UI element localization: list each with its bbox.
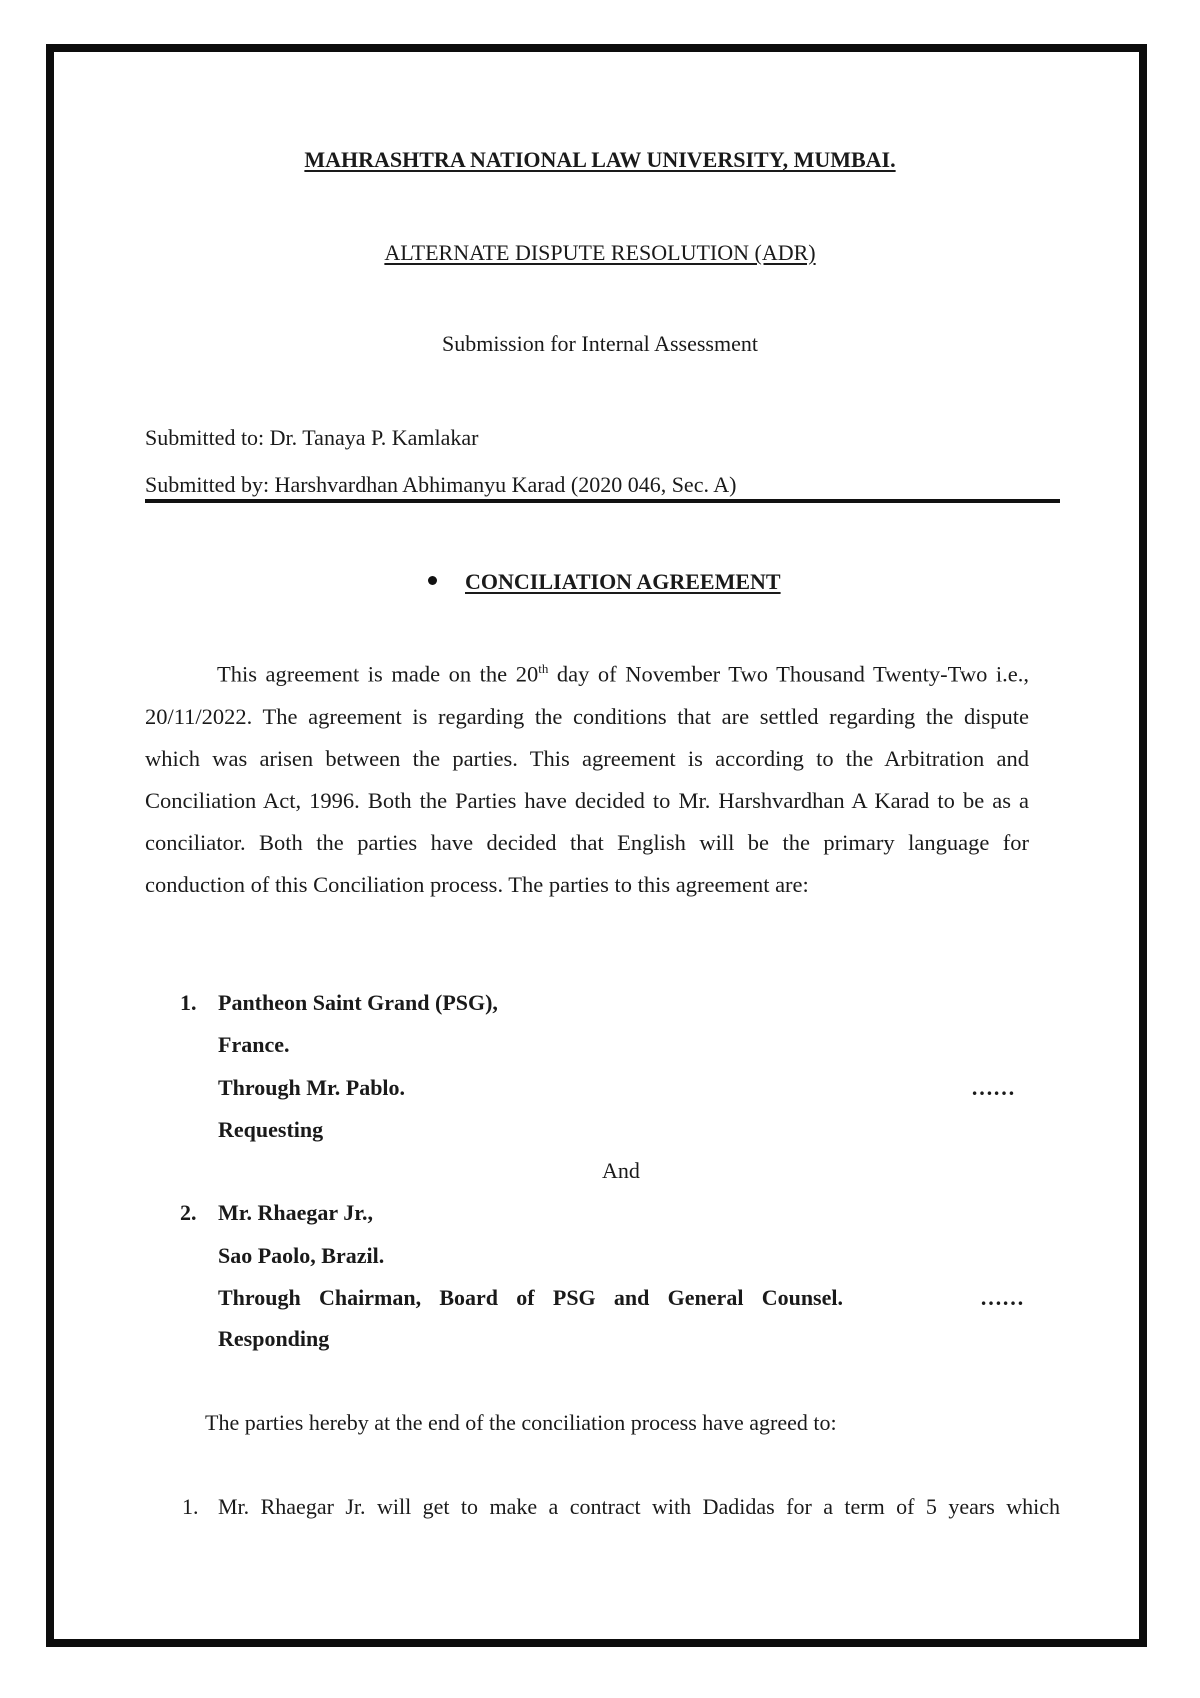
bullet-icon (428, 576, 437, 585)
submitted-by: Submitted by: Harshvardhan Abhimanyu Karad (2020 046, Sec. A) (145, 472, 737, 497)
party-dots: …… (980, 1285, 1024, 1310)
party-number: 1. (180, 990, 197, 1015)
course-title: ALTERNATE DISPUTE RESOLUTION (ADR) (384, 240, 816, 265)
intro-paragraph: This agreement is made on the 20th day of November Two Thousand Twenty-Two i.e., 20/11/2022. The agreement is regarding the conditions that are settled regarding the dispute which was arisen between the parties. This agreement is according to the Arbitration and Conciliation Act, 1996. Both the Parties have decided to Mr. Harshvardhan A Karad to be as a conciliator. Both the parties have decided that English will be the primary language for conduction of this Conciliation process. The parties to this agreement are: (145, 661, 1029, 897)
party-through: Through Chairman, Board of PSG and General Counsel. (218, 1285, 843, 1310)
header-divider (145, 499, 1060, 503)
university-title: MAHRASHTRA NATIONAL LAW UNIVERSITY, MUMBAI. (304, 147, 896, 172)
agreed-item-number: 1. (182, 1494, 199, 1519)
party-number: 2. (180, 1200, 197, 1225)
agreement-lead: The parties hereby at the end of the conciliation process have agreed to: (205, 1410, 837, 1435)
agreed-item-text: Mr. Rhaegar Jr. will get to make a contract with Dadidas for a term of 5 years which (218, 1494, 1060, 1519)
party-dots: …… (971, 1075, 1015, 1100)
date-ordinal: th (538, 661, 549, 676)
party-through: Through Mr. Pablo. (218, 1075, 406, 1100)
party-name: Pantheon Saint Grand (PSG), (218, 990, 498, 1015)
party-location: Sao Paolo, Brazil. (218, 1243, 385, 1268)
parties-connector: And (602, 1158, 640, 1183)
party-location: France. (218, 1032, 290, 1057)
section-title: CONCILIATION AGREEMENT (465, 569, 781, 594)
submitted-to: Submitted to: Dr. Tanaya P. Kamlakar (145, 425, 479, 450)
submission-purpose: Submission for Internal Assessment (442, 331, 758, 356)
party-role: Requesting (218, 1117, 324, 1142)
party-role: Responding (218, 1326, 330, 1351)
party-name: Mr. Rhaegar Jr., (218, 1200, 374, 1225)
